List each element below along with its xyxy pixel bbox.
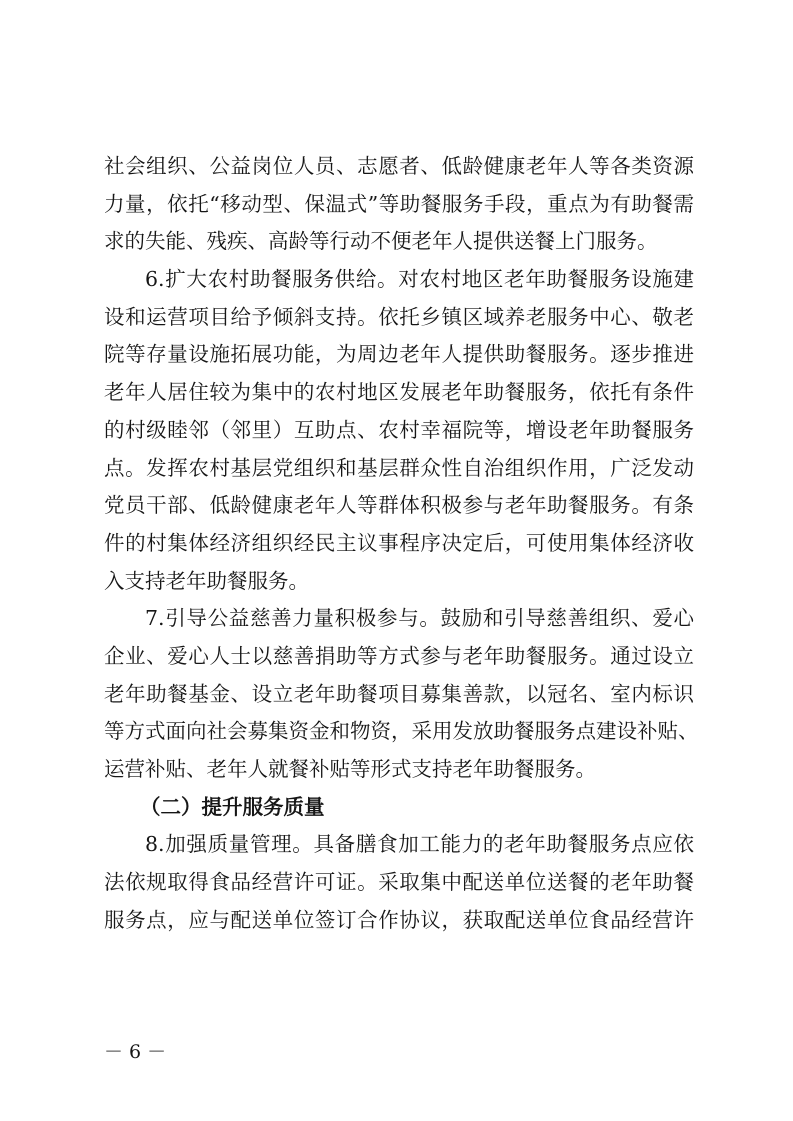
section-heading: （二）提升服务质量 — [140, 794, 325, 819]
text-line: 求的失能、残疾、高龄等行动不便老年人提供送餐上门服务。 — [104, 229, 658, 254]
text-line: 的村级睦邻（邻里）互助点、农村幸福院等，增设老年助餐服务 — [104, 417, 694, 442]
text-line: 法依规取得食品经营许可证。采取集中配送单位送餐的老年助餐 — [104, 870, 694, 895]
paragraph-7-first-line: 7.引导公益慈善力量积极参与。鼓励和引导慈善组织、爱心 — [145, 606, 694, 631]
text-line: 件的村集体经济组织经民主议事程序决定后，可使用集体经济收 — [104, 530, 694, 555]
text-line: 等方式面向社会募集资金和物资，采用发放助餐服务点建设补贴、 — [104, 719, 699, 744]
text-line: 社会组织、公益岗位人员、志愿者、低龄健康老年人等各类资源 — [104, 154, 694, 178]
text-line: 点。发挥农村基层党组织和基层群众性自治组织作用，广泛发动 — [104, 455, 694, 480]
text-line: 院等存量设施拓展功能，为周边老年人提供助餐服务。逐步推进 — [104, 342, 694, 367]
text-line: 运营补贴、老年人就餐补贴等形式支持老年助餐服务。 — [104, 757, 596, 781]
paragraph-6-first-line: 6.扩大农村助餐服务供给。对农村地区老年助餐服务设施建 — [145, 267, 694, 292]
document-body — [104, 148, 699, 939]
text-line: 老年人居住较为集中的农村地区发展老年助餐服务，依托有条件 — [104, 380, 694, 405]
text-line: 力量，依托“移动型、保温式”等助餐服务手段，重点为有助餐需 — [104, 191, 694, 216]
paragraph-8-first-line: 8.加强质量管理。具备膳食加工能力的老年助餐服务点应依 — [145, 832, 694, 857]
page-number: － 6 － — [104, 1041, 167, 1063]
text-line: 设和运营项目给予倾斜支持。依托乡镇区域养老服务中心、敬老 — [104, 304, 694, 329]
text-line: 服务点，应与配送单位签订合作协议，获取配送单位食品经营许 — [104, 907, 694, 932]
text-line: 老年助餐基金、设立老年助餐项目募集善款，以冠名、室内标识 — [104, 681, 694, 706]
text-line: 入支持老年助餐服务。 — [104, 568, 309, 593]
text-line: 企业、爱心人士以慈善捐助等方式参与老年助餐服务。通过设立 — [104, 643, 694, 668]
text-line: 党员干部、低龄健康老年人等群体积极参与老年助餐服务。有条 — [104, 493, 694, 518]
